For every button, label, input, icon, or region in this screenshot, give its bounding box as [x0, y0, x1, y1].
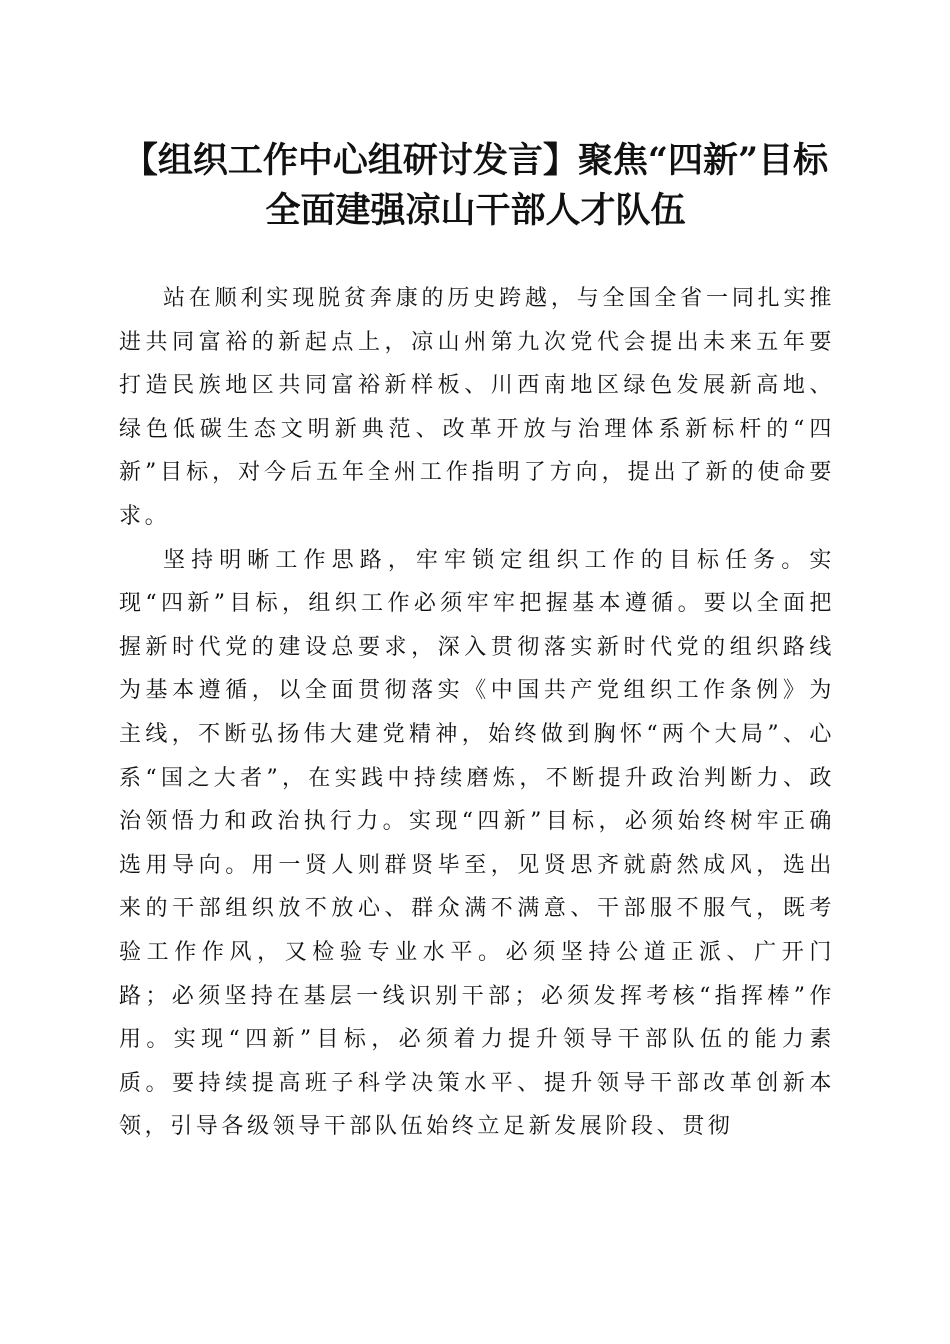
document-title: 【组织工作中心组研讨发言】聚焦“四新”目标全面建强凉山干部人才队伍	[122, 140, 829, 231]
document-body	[119, 277, 835, 1149]
paragraph-work-approach: 坚持明晰工作思路，牢牢锁定组织工作的目标任务。实现“四新”目标，组织工作必须牢牢把握基本遵循。要以全面把握新时代党的建设总要求，深入贯彻落实新时代党的组织路线为基本遵循，以全面贯彻落实《中国共产党组织工作条例》为主线，不断弘扬伟大建党精神，始终做到胸怀“两个大局”、心系“国之大者”，在实践中持续磨炼，不断提升政治判断力、政治领悟力和政治执行力。实现“四新”目标，必须始终树牢正确选用导向。用一贤人则群贤毕至，见贤思齐就蔚然成风，选出来的干部组织放不放心、群众满不满意、干部服不服气，既考验工作作风，又检验专业水平。必须坚持公道正派、广开门路；必须坚持在基层一线识别干部；必须发挥考核“指挥棒”作用。实现“四新”目标，必须着力提升领导干部队伍的能力素质。要持续提高班子科学决策水平、提升领导干部改革创新本领，引导各级领导干部队伍始终立足新发展阶段、贯彻	[119, 547, 835, 1140]
paragraph-intro: 站在顺利实现脱贫奔康的历史跨越，与全国全省一同扎实推进共同富裕的新起点上，凉山州第九次党代会提出未来五年要打造民族地区共同富裕新样板、川西南地区绿色发展新高地、绿色低碳生态文明新典范、改革开放与治理体系新标杆的“四新”目标，对今后五年全州工作指明了方向，提出了新的使命要求。	[119, 286, 835, 529]
